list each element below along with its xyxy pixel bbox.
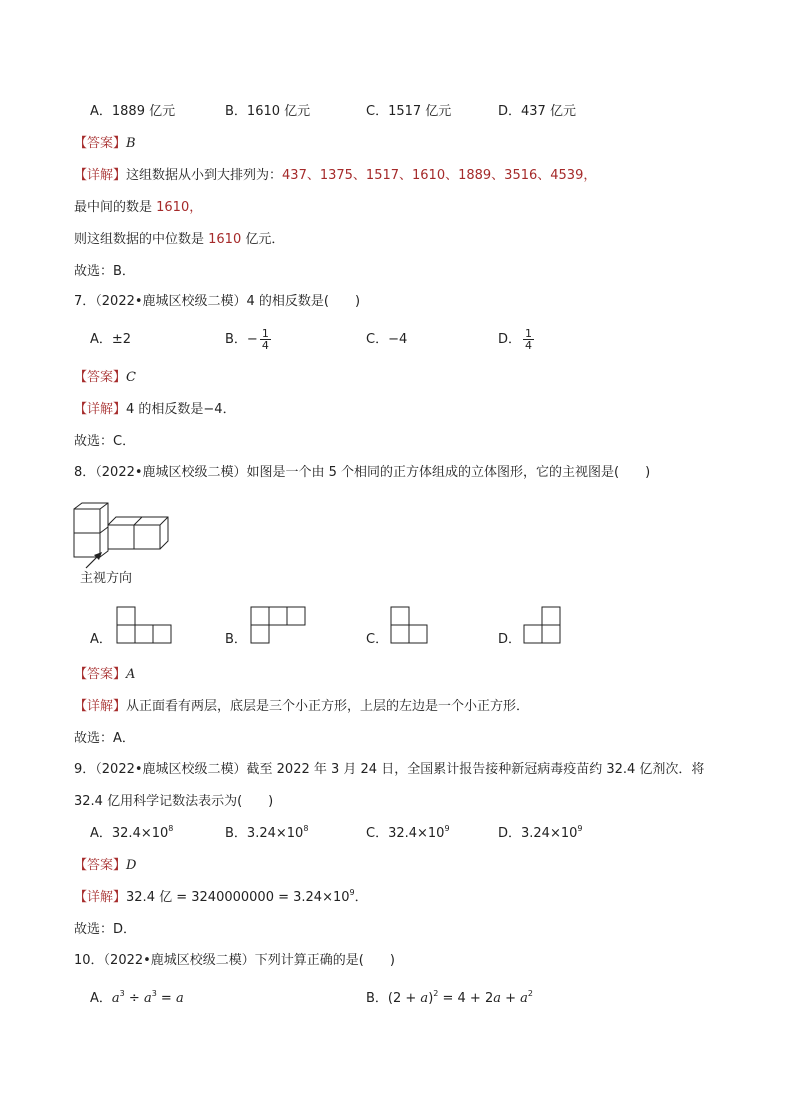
- variable: a: [420, 991, 429, 1006]
- operator: = 4 + 2: [438, 991, 494, 1006]
- detail-end: 亿元．: [241, 232, 285, 247]
- q10-stem: 10．（2022•鹿城区校级二模）下列计算正确的是( ): [74, 953, 395, 968]
- fraction: [260, 328, 271, 351]
- answer-tag: 【答案】: [74, 136, 127, 151]
- option-prefix: A．: [90, 991, 112, 1006]
- detail-text: 4 的相反数是−4．: [126, 402, 236, 417]
- detail-text: 这组数据从小到大排列为：: [126, 168, 283, 183]
- exponent: 2: [433, 989, 439, 998]
- detail-end: ．: [354, 890, 368, 905]
- operator: =: [156, 991, 176, 1006]
- q7-option-c: C．−4: [366, 332, 408, 347]
- fraction: [523, 328, 534, 351]
- detail-tag: 【详解】: [74, 890, 127, 905]
- answer-value: C: [126, 370, 136, 385]
- q7-option-a: A．±2: [90, 332, 132, 347]
- answer-value: D: [126, 858, 137, 873]
- exponent: 3: [151, 989, 157, 998]
- q9-choose: 故选：D．: [74, 922, 137, 937]
- q9-option-a: [90, 825, 173, 843]
- answer-tag: 【答案】: [74, 667, 127, 682]
- q8-stem: 8．（2022•鹿城区校级二模）如图是一个由 5 个相同的正方体组成的立体图形，它的主视图是( ): [74, 465, 651, 480]
- variable: a: [493, 991, 501, 1006]
- q10-option-a: [90, 990, 184, 1008]
- exponent: 3: [119, 989, 125, 998]
- answer-tag: 【答案】: [74, 370, 127, 385]
- variable: a: [520, 991, 528, 1006]
- variable: a: [143, 991, 152, 1006]
- variable: a: [111, 991, 120, 1006]
- detail-text: 从正面看有两层，底层是三个小正方形，上层的左边是一个小正方形．: [126, 699, 530, 714]
- q9-option-c: [366, 825, 450, 843]
- q6-option-a: A．1889 亿元: [90, 104, 176, 119]
- q8-option-c-figure: [390, 606, 430, 644]
- q9-answer: [74, 857, 136, 875]
- cube-figure: [70, 500, 180, 570]
- option-base: C．32.4×10: [366, 826, 445, 841]
- q8-option-b-label: B．: [225, 632, 247, 647]
- q7-detail: [74, 401, 236, 419]
- q6-detail-line1: [74, 167, 596, 185]
- q8-option-b-figure: [250, 606, 306, 644]
- exponent: 9: [577, 824, 583, 833]
- q6-detail-line2: [74, 199, 202, 217]
- option-prefix: D．: [498, 332, 522, 347]
- answer-value: A: [126, 667, 136, 682]
- q7-answer: [74, 369, 136, 387]
- q8-choose: 故选：A．: [74, 731, 135, 746]
- operator: +: [500, 991, 521, 1006]
- answer-tag: 【答案】: [74, 858, 127, 873]
- exponent: 9: [444, 824, 450, 833]
- detail-values: 437、1375、1517、1610、1889、3516、4539，: [282, 168, 597, 183]
- q8-option-d-figure: [523, 606, 563, 644]
- q9-stem-line2: 32.4 亿用科学记数法表示为( ): [74, 794, 274, 809]
- answer-value: B: [126, 136, 136, 151]
- numerator: 1: [261, 327, 269, 340]
- option-base: A．32.4×10: [90, 826, 169, 841]
- denominator: 4: [525, 339, 533, 352]
- q6-option-d: D．437 亿元: [498, 104, 576, 119]
- detail-tag: 【详解】: [74, 168, 127, 183]
- detail-tag: 【详解】: [74, 699, 127, 714]
- detail-text: 最中间的数是: [74, 200, 157, 215]
- option-base: D．3.24×10: [498, 826, 578, 841]
- detail-value: 1610，: [156, 200, 203, 215]
- q8-detail: [74, 698, 529, 716]
- q8-option-a-figure: [116, 606, 172, 644]
- q9-option-b: [225, 825, 308, 843]
- q8-option-a-label: A．: [90, 632, 112, 647]
- q7-option-d: [498, 325, 536, 355]
- q8-option-d-label: D．: [498, 632, 522, 647]
- q7-stem: 7．（2022•鹿城区校级二模）4 的相反数是( ): [74, 294, 361, 309]
- detail-text: 32.4 亿 = 3240000000 = 3.24×10: [126, 890, 350, 905]
- exponent: 8: [303, 824, 309, 833]
- operator: ÷: [124, 991, 144, 1006]
- q6-option-b: B．1610 亿元: [225, 104, 311, 119]
- numerator: 1: [525, 327, 533, 340]
- paren: ): [428, 991, 434, 1006]
- q10-option-b: [366, 990, 533, 1008]
- denominator: 4: [261, 339, 269, 352]
- q9-option-d: [498, 825, 582, 843]
- option-prefix: B．−: [225, 332, 258, 347]
- option-prefix: B．(2 +: [366, 991, 421, 1006]
- q9-stem-line1: 9．（2022•鹿城区校级二模）截至 2022 年 3 月 24 日，全国累计报告接种新冠病毒疫苗约 32.4 亿剂次．将: [74, 762, 705, 777]
- detail-text: 则这组数据的中位数是: [74, 232, 209, 247]
- detail-tag: 【详解】: [74, 402, 127, 417]
- q7-option-b: [225, 325, 273, 355]
- q8-option-c-label: C．: [366, 632, 389, 647]
- detail-value: 1610: [208, 232, 242, 247]
- exponent: 9: [349, 888, 355, 897]
- q9-detail: [74, 889, 368, 907]
- q6-choose: 故选：B．: [74, 264, 135, 279]
- q6-answer: [74, 135, 136, 153]
- exponent: 2: [527, 989, 534, 998]
- q6-detail-line3: [74, 231, 284, 249]
- figure-caption: 主视方向: [80, 571, 133, 586]
- variable: a: [175, 991, 184, 1006]
- exponent: 8: [168, 824, 174, 833]
- q7-choose: 故选：C．: [74, 434, 136, 449]
- q6-option-c: C．1517 亿元: [366, 104, 452, 119]
- q8-answer: [74, 666, 135, 684]
- option-base: B．3.24×10: [225, 826, 304, 841]
